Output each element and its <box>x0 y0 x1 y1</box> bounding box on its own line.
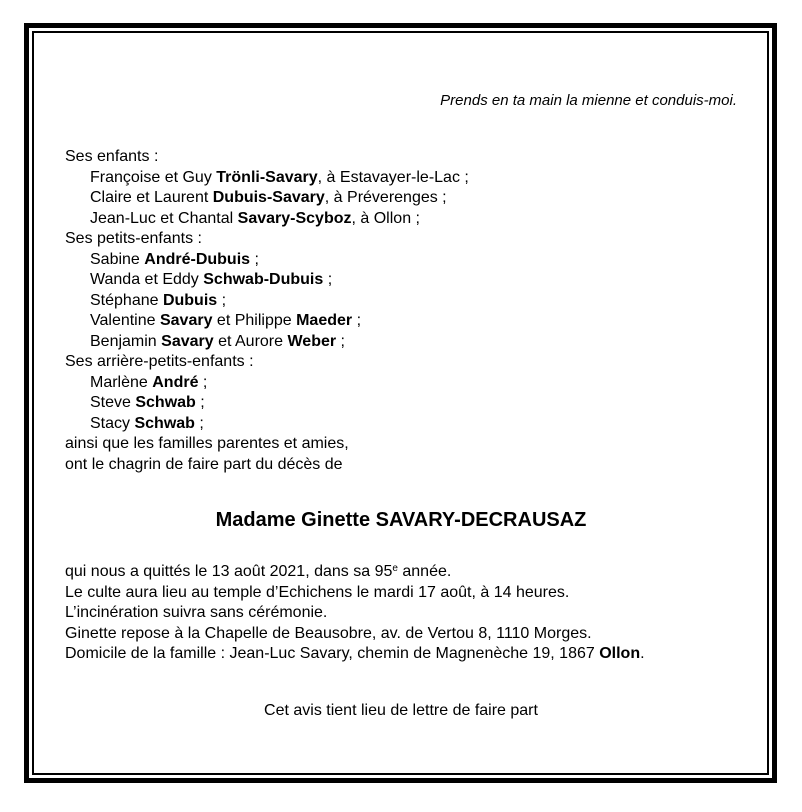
surname-bold: Schwab-Dubuis <box>203 271 324 288</box>
text-segment: ; <box>194 414 204 432</box>
epitaph-quote: Prends en ta main la mienne et conduis-moi. <box>440 92 737 109</box>
surname-bold: Maeder <box>296 312 353 329</box>
text-segment: . <box>640 645 645 662</box>
text-segment: ; <box>336 332 345 350</box>
family-line <box>65 270 737 291</box>
detail-line <box>65 603 737 624</box>
family-line <box>65 229 737 250</box>
detail-line <box>65 583 737 604</box>
text-segment: ; <box>352 312 362 329</box>
surname-bold: Ollon <box>599 645 641 662</box>
text-segment: Ginette repose à la Chapelle de Beausobre, av. de Vertou 8, 1110 Morges. <box>65 624 592 642</box>
text-segment: Françoise et Guy <box>90 168 217 186</box>
text-segment: ainsi que les familles parentes et amies, <box>65 435 349 452</box>
deceased-name: Madame Ginette SAVARY-DECRAUSAZ <box>215 509 587 531</box>
text-segment: , à Estavayer-le-Lac ; <box>317 168 469 186</box>
family-line <box>65 209 737 230</box>
surname-bold: Schwab <box>135 394 196 411</box>
family-line <box>65 147 737 168</box>
ordinal-superscript: e <box>392 563 398 574</box>
surname-bold: Savary-Scyboz <box>237 209 352 227</box>
text-segment: et Philippe <box>212 312 297 329</box>
family-line <box>65 434 737 455</box>
family-list <box>65 147 737 475</box>
surname-bold: Dubuis-Savary <box>212 189 325 206</box>
text-segment: Valentine <box>90 312 160 329</box>
family-line <box>65 188 737 209</box>
text-segment: ; <box>323 271 333 288</box>
text-segment: Stéphane <box>90 291 163 309</box>
text-segment: Ses arrière-petits-enfants : <box>65 353 254 370</box>
surname-bold: Trönli-Savary <box>216 168 318 186</box>
text-segment: , à Ollon ; <box>351 209 420 227</box>
text-segment: , à Préverenges ; <box>324 189 447 206</box>
text-segment: ; <box>250 250 259 268</box>
text-segment: Steve <box>90 394 136 411</box>
text-segment: Stacy <box>90 414 135 432</box>
text-segment: L’incinération suivra sans cérémonie. <box>65 604 328 621</box>
surname-bold: Weber <box>287 332 337 350</box>
detail-line <box>65 624 737 645</box>
text-segment: Claire et Laurent <box>90 189 213 206</box>
funeral-details <box>65 562 737 665</box>
family-line <box>65 414 737 435</box>
text-segment: ont le chagrin de faire part du décès de <box>65 455 343 473</box>
text-segment: Ses enfants : <box>65 148 159 165</box>
closing-note: Cet avis tient lieu de lettre de faire part <box>264 701 538 719</box>
family-line <box>65 352 737 373</box>
text-segment: Marlène <box>90 373 153 391</box>
text-segment: ; <box>217 291 227 309</box>
family-line <box>65 373 737 394</box>
family-line <box>65 291 737 312</box>
detail-line <box>65 562 737 583</box>
family-line <box>65 393 737 414</box>
announcement-card <box>24 23 777 783</box>
surname-bold: André-Dubuis <box>144 250 251 268</box>
text-segment: Wanda et Eddy <box>90 271 204 288</box>
text-segment: Benjamin <box>90 332 162 350</box>
surname-bold: André <box>152 373 199 391</box>
text-segment: qui nous a quittés le 13 août 2021, dans sa 95 <box>65 563 393 580</box>
announcement-content <box>34 33 767 721</box>
text-segment: année. <box>397 563 452 580</box>
text-segment: Domicile de la famille : Jean-Luc Savary, chemin de Magnenèche 19, 1867 <box>65 645 600 662</box>
family-line <box>65 168 737 189</box>
family-line <box>65 332 737 353</box>
text-segment: Jean-Luc et Chantal <box>90 209 238 227</box>
surname-bold: Dubuis <box>162 291 218 309</box>
family-line <box>65 455 737 476</box>
text-segment: et Aurore <box>213 332 288 350</box>
family-line <box>65 250 737 271</box>
text-segment: Le culte aura lieu au temple d’Echichens le mardi 17 août, à 14 heures. <box>65 583 570 601</box>
text-segment: ; <box>195 394 205 411</box>
surname-bold: Savary <box>159 312 213 329</box>
text-segment: Sabine <box>90 250 145 268</box>
surname-bold: Savary <box>161 332 214 350</box>
detail-line <box>65 644 737 665</box>
text-segment: ; <box>198 373 208 391</box>
family-line <box>65 311 737 332</box>
surname-bold: Schwab <box>134 414 195 432</box>
text-segment: Ses petits-enfants : <box>65 230 202 247</box>
inner-border-frame <box>32 31 769 775</box>
